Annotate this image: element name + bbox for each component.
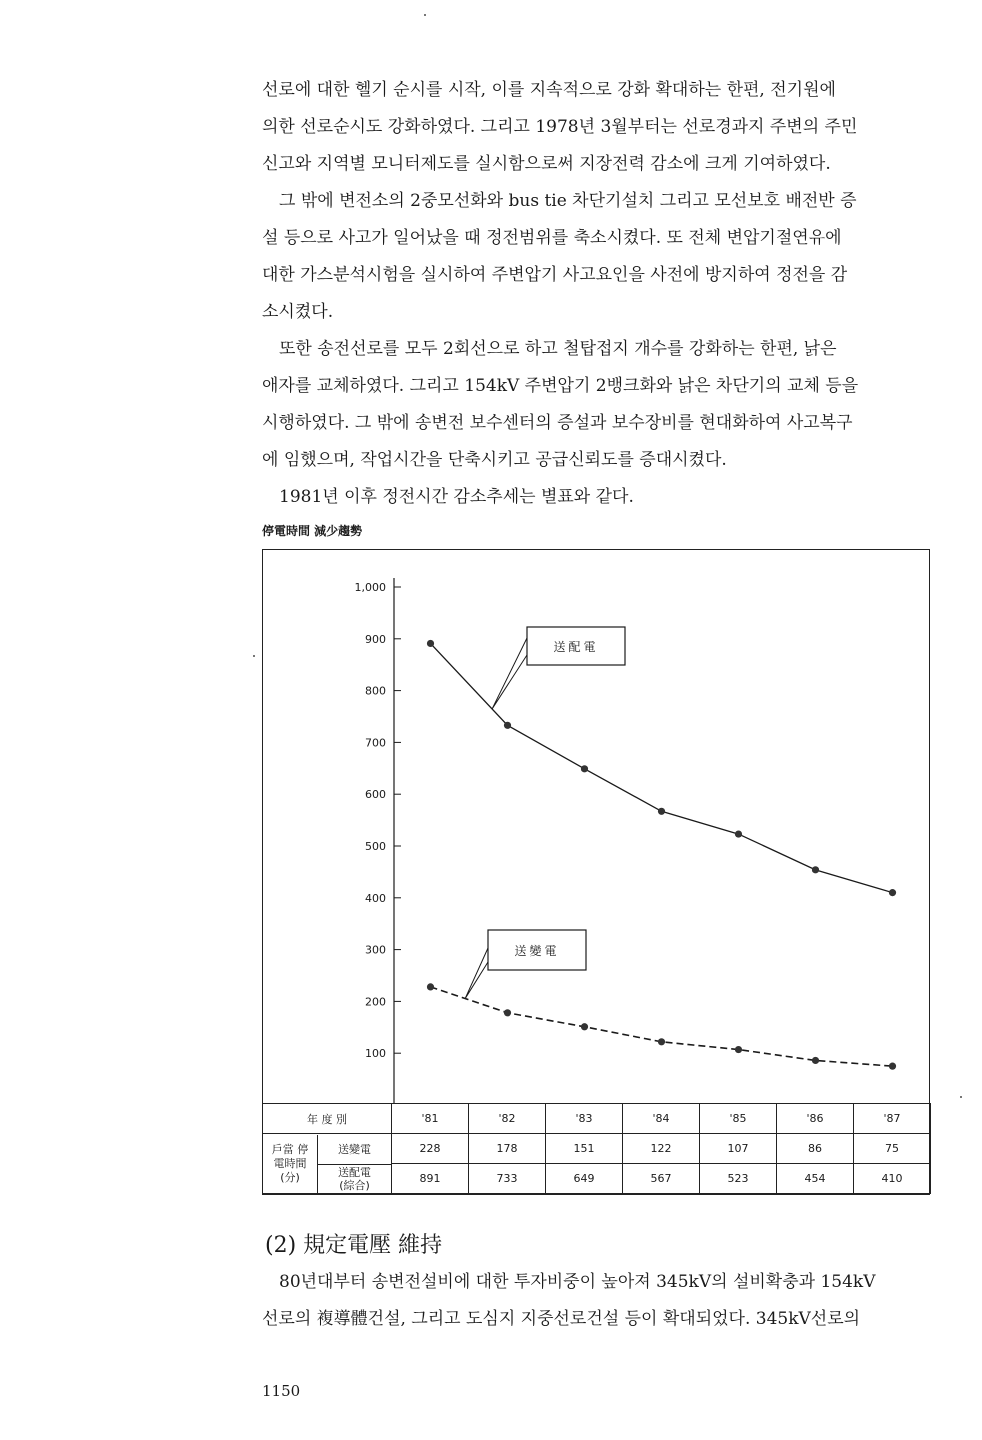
scan-speck <box>960 1096 962 1098</box>
scan-speck <box>253 655 255 657</box>
page-number: 1150 <box>262 1382 301 1400</box>
table-cell: 75 <box>854 1134 931 1164</box>
row-group-cell <box>263 1134 392 1194</box>
group-label-line: (分) <box>280 1170 300 1184</box>
callout-transmission-distribution-pointer <box>492 638 527 709</box>
data-point <box>889 889 896 896</box>
row2-label <box>318 1165 391 1193</box>
text-line: 선로에 대한 헬기 순시를 시작, 이를 지속적으로 강화 확대하는 한편, 전기원에 <box>262 80 836 100</box>
y-tick-label: 200 <box>365 995 386 1009</box>
outage-data-table <box>262 1103 931 1194</box>
text-line: 80년대부터 송변전설비에 대한 투자비중이 높아져 345kV의 설비확충과 154kV <box>279 1272 876 1292</box>
text-line: 애자를 교체하였다. 그리고 154kV 주변압기 2뱅크화와 낡은 차단기의 교체 등을 <box>262 376 859 396</box>
scan-speck <box>424 14 426 16</box>
text-line: 소시켰다. <box>262 302 334 322</box>
text-line: 그 밖에 변전소의 2중모선화와 bus tie 차단기설치 그리고 모선보호 배전반 증 <box>279 191 857 211</box>
section-heading: (2) 規定電壓 維持 <box>265 1233 443 1258</box>
data-point <box>735 830 742 837</box>
callout-transmission-distribution-text: 送配電 <box>553 640 599 654</box>
year-header-cell: '86 <box>777 1104 854 1134</box>
table-cell: 523 <box>700 1164 777 1194</box>
callout-transmission-substation-pointer <box>465 948 488 999</box>
data-point <box>889 1063 896 1070</box>
table-cell: 649 <box>546 1164 623 1194</box>
year-header-cell: '84 <box>623 1104 700 1134</box>
paragraph-3 <box>262 331 930 479</box>
table-cell: 454 <box>777 1164 854 1194</box>
table-header-row <box>263 1104 931 1134</box>
text-line: 선로의 複導體건설, 그리고 도심지 지중선로건설 등이 확대되었다. 345kV선로의 <box>262 1309 861 1329</box>
year-header-cell: '85 <box>700 1104 777 1134</box>
text-line: 의한 선로순시도 강화하였다. 그리고 1978년 3월부터는 선로경과지 주변의 주민 <box>262 117 858 137</box>
row1-label: 送變電 <box>318 1135 391 1165</box>
year-header-cell: '83 <box>546 1104 623 1134</box>
chart-caption: 停電時間 減少趨勢 <box>262 524 363 538</box>
paragraph-2 <box>262 183 930 331</box>
callout-transmission-substation-text: 送變電 <box>514 944 560 958</box>
table-cell: 733 <box>469 1164 546 1194</box>
table-cell: 178 <box>469 1134 546 1164</box>
text-line: 1981년 이후 정전시간 감소추세는 별표와 같다. <box>279 487 634 507</box>
line-chart <box>262 549 930 1195</box>
data-point <box>812 1057 819 1064</box>
table-cell: 122 <box>623 1134 700 1164</box>
data-point <box>658 1038 665 1045</box>
data-point <box>735 1046 742 1053</box>
data-point <box>581 1023 588 1030</box>
group-label <box>263 1135 318 1193</box>
y-tick-label: 700 <box>365 736 386 750</box>
data-point <box>812 866 819 873</box>
data-point <box>427 983 434 990</box>
chart-svg <box>263 550 931 1104</box>
y-tick-label: 100 <box>365 1047 386 1061</box>
data-point <box>581 765 588 772</box>
data-point <box>504 1009 511 1016</box>
table-cell: 567 <box>623 1164 700 1194</box>
group-label-line: 電時間 <box>273 1156 307 1170</box>
text-line: 신고와 지역별 모니터제도를 실시함으로써 지장전력 감소에 크게 기여하였다. <box>262 154 831 174</box>
row2-label-line: 送配電 <box>338 1165 371 1179</box>
y-tick-label: 800 <box>365 684 386 698</box>
paragraph-4 <box>262 479 930 516</box>
year-header-cell: '81 <box>392 1104 469 1134</box>
text-line: 에 임했으며, 작업시간을 단축시키고 공급신뢰도를 증대시켰다. <box>262 450 727 470</box>
table-cell: 86 <box>777 1134 854 1164</box>
y-tick-label: 400 <box>365 891 386 905</box>
section-paragraph <box>262 1264 930 1338</box>
table-cell: 151 <box>546 1134 623 1164</box>
row2-label-line: (綜合) <box>339 1178 370 1192</box>
series-line-transmission-distribution <box>431 643 893 892</box>
table-cell: 891 <box>392 1164 469 1194</box>
series-line-transmission-substation <box>431 987 893 1066</box>
paragraph-1 <box>262 72 930 183</box>
y-tick-label: 600 <box>365 788 386 802</box>
text-line: 또한 송전선로를 모두 2회선으로 하고 철탑접지 개수를 강화하는 한편, 낡은 <box>279 339 837 359</box>
table-cell: 107 <box>700 1134 777 1164</box>
table-cell: 410 <box>854 1164 931 1194</box>
text-line: 설 등으로 사고가 일어났을 때 정전범위를 축소시켰다. 또 전체 변압기절연유에 <box>262 228 842 248</box>
data-point <box>658 808 665 815</box>
y-tick-label: 300 <box>365 943 386 957</box>
group-label-line: 戶當 停 <box>271 1142 309 1156</box>
y-tick-label: 900 <box>365 632 386 646</box>
table-row-transmission-substation <box>263 1134 931 1164</box>
data-point <box>504 722 511 729</box>
year-header-label: 年 度 別 <box>263 1104 392 1134</box>
year-header-cell: '82 <box>469 1104 546 1134</box>
year-header-cell: '87 <box>854 1104 931 1134</box>
y-tick-label: 500 <box>365 840 386 853</box>
table-cell: 228 <box>392 1134 469 1164</box>
text-line: 시행하였다. 그 밖에 송변전 보수센터의 증설과 보수장비를 현대화하여 사고복구 <box>262 413 853 433</box>
y-tick-label: 1,000 <box>354 581 386 594</box>
text-line: 대한 가스분석시험을 실시하여 주변압기 사고요인을 사전에 방지하여 정전을 감 <box>262 265 848 285</box>
data-point <box>427 640 434 647</box>
